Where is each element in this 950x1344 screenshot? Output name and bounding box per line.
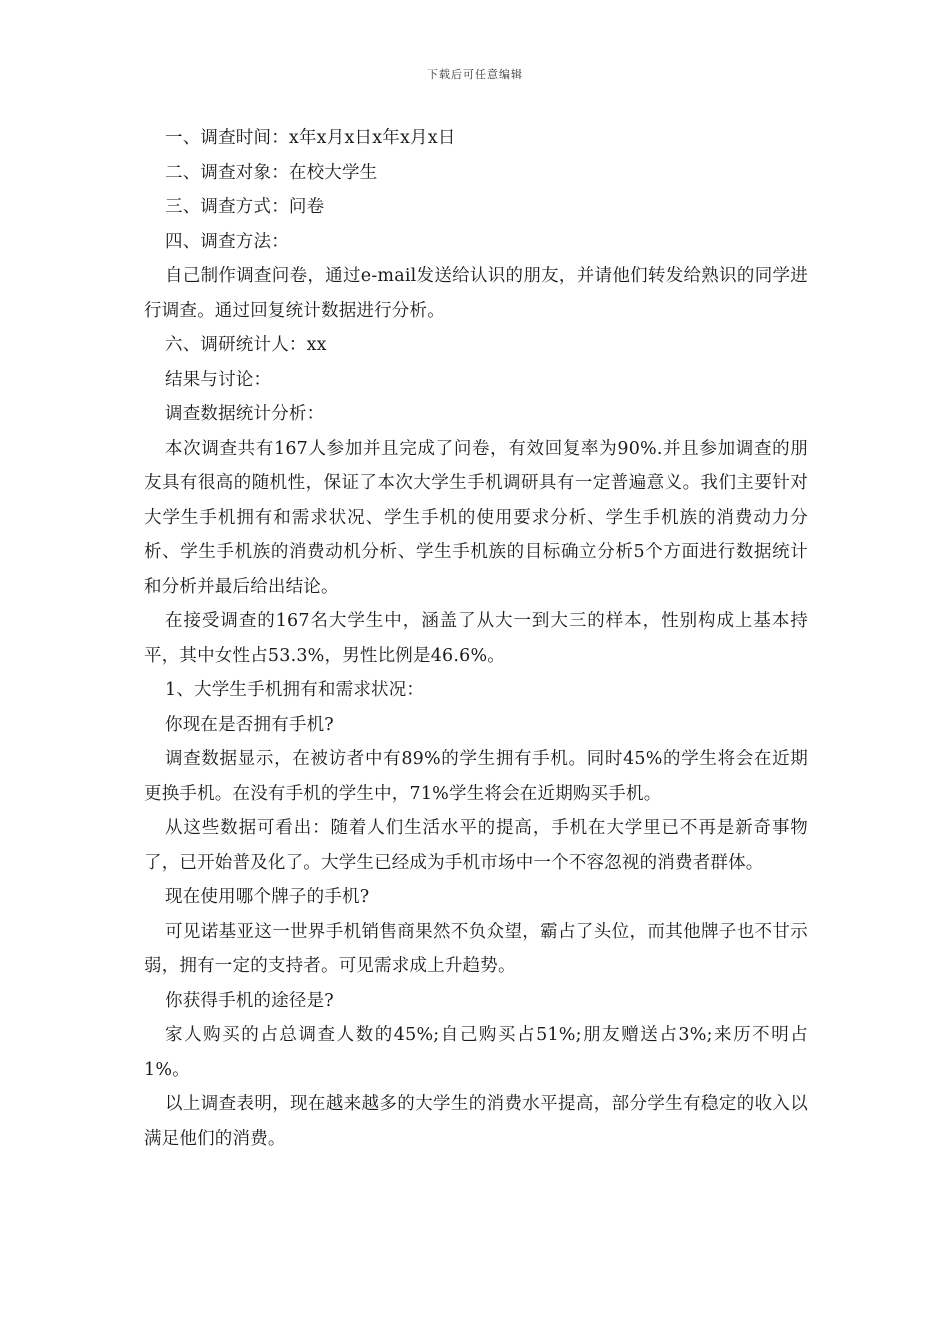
survey-method-paragraph: 自己制作调查问卷，通过e-mail发送给认识的朋友，并请他们转发给熟识的同学进行调查。通过回复统计数据进行分析。 (144, 266, 808, 321)
survey-staff-line: 六、调研统计人：xx (165, 335, 327, 355)
stats-analysis-heading: 调查数据统计分析： (165, 404, 325, 424)
question-acquisition: 你获得手机的途径是? (165, 990, 334, 1011)
final-conclusion-paragraph: 以上调查表明，现在越来越多的大学生的消费水平提高，部分学生有稳定的收入以满足他们的消费。 (144, 1094, 808, 1149)
ownership-conclusion-paragraph: 从这些数据可看出：随着人们生活水平的提高，手机在大学里已不再是新奇事物了，已开始普及化了。大学生已经成为手机市场中一个不容忽视的消费者群体。 (144, 818, 808, 873)
page-header-note: 下载后可任意编辑 (427, 68, 523, 81)
survey-subject-line: 二、调查对象：在校大学生 (165, 162, 378, 183)
survey-overview-paragraph: 本次调查共有167人参加并且完成了问卷，有效回复率为90%.并且参加调查的朋友具有很高的随机性，保证了本次大学生手机调研具有一定普遍意义。我们主要针对大学生手机拥有和需求状况、学生手机的使用要求分析、学生手机族的消费动力分析、学生手机族的消费动机分析、学生手机族的目标确立分析5个方面进行数据统计和分析并最后给出结论。 (144, 438, 808, 597)
question-brand: 现在使用哪个牌子的手机? (165, 887, 370, 907)
survey-time-line: 一、调查时间：x年x月x日x年x月x日 (165, 128, 456, 148)
question-own-phone: 你现在是否拥有手机? (165, 714, 334, 735)
section-1-heading: 1、大学生手机拥有和需求状况： (165, 680, 425, 700)
sample-composition-paragraph: 在接受调查的167名大学生中，涵盖了从大一到大三的样本，性别构成上基本持平，其中女性占53.3%，男性比例是46.6%。 (144, 611, 808, 666)
acquisition-data-paragraph: 家人购买的占总调查人数的45%;自己购买占51%;朋友赠送占3%;来历不明占1%。 (144, 1025, 808, 1080)
survey-mode-line: 三、调查方式：问卷 (165, 197, 325, 217)
document-body (144, 121, 808, 1156)
brand-conclusion-paragraph: 可见诺基亚这一世界手机销售商果然不负众望，霸占了头位，而其他牌子也不甘示弱，拥有一定的支持者。可见需求成上升趋势。 (144, 921, 808, 976)
ownership-data-paragraph: 调查数据显示，在被访者中有89%的学生拥有手机。同时45%的学生将会在近期更换手机。在没有手机的学生中，71%学生将会在近期购买手机。 (144, 749, 808, 804)
survey-method-heading: 四、调查方法： (165, 231, 289, 252)
results-heading: 结果与讨论： (165, 369, 272, 390)
